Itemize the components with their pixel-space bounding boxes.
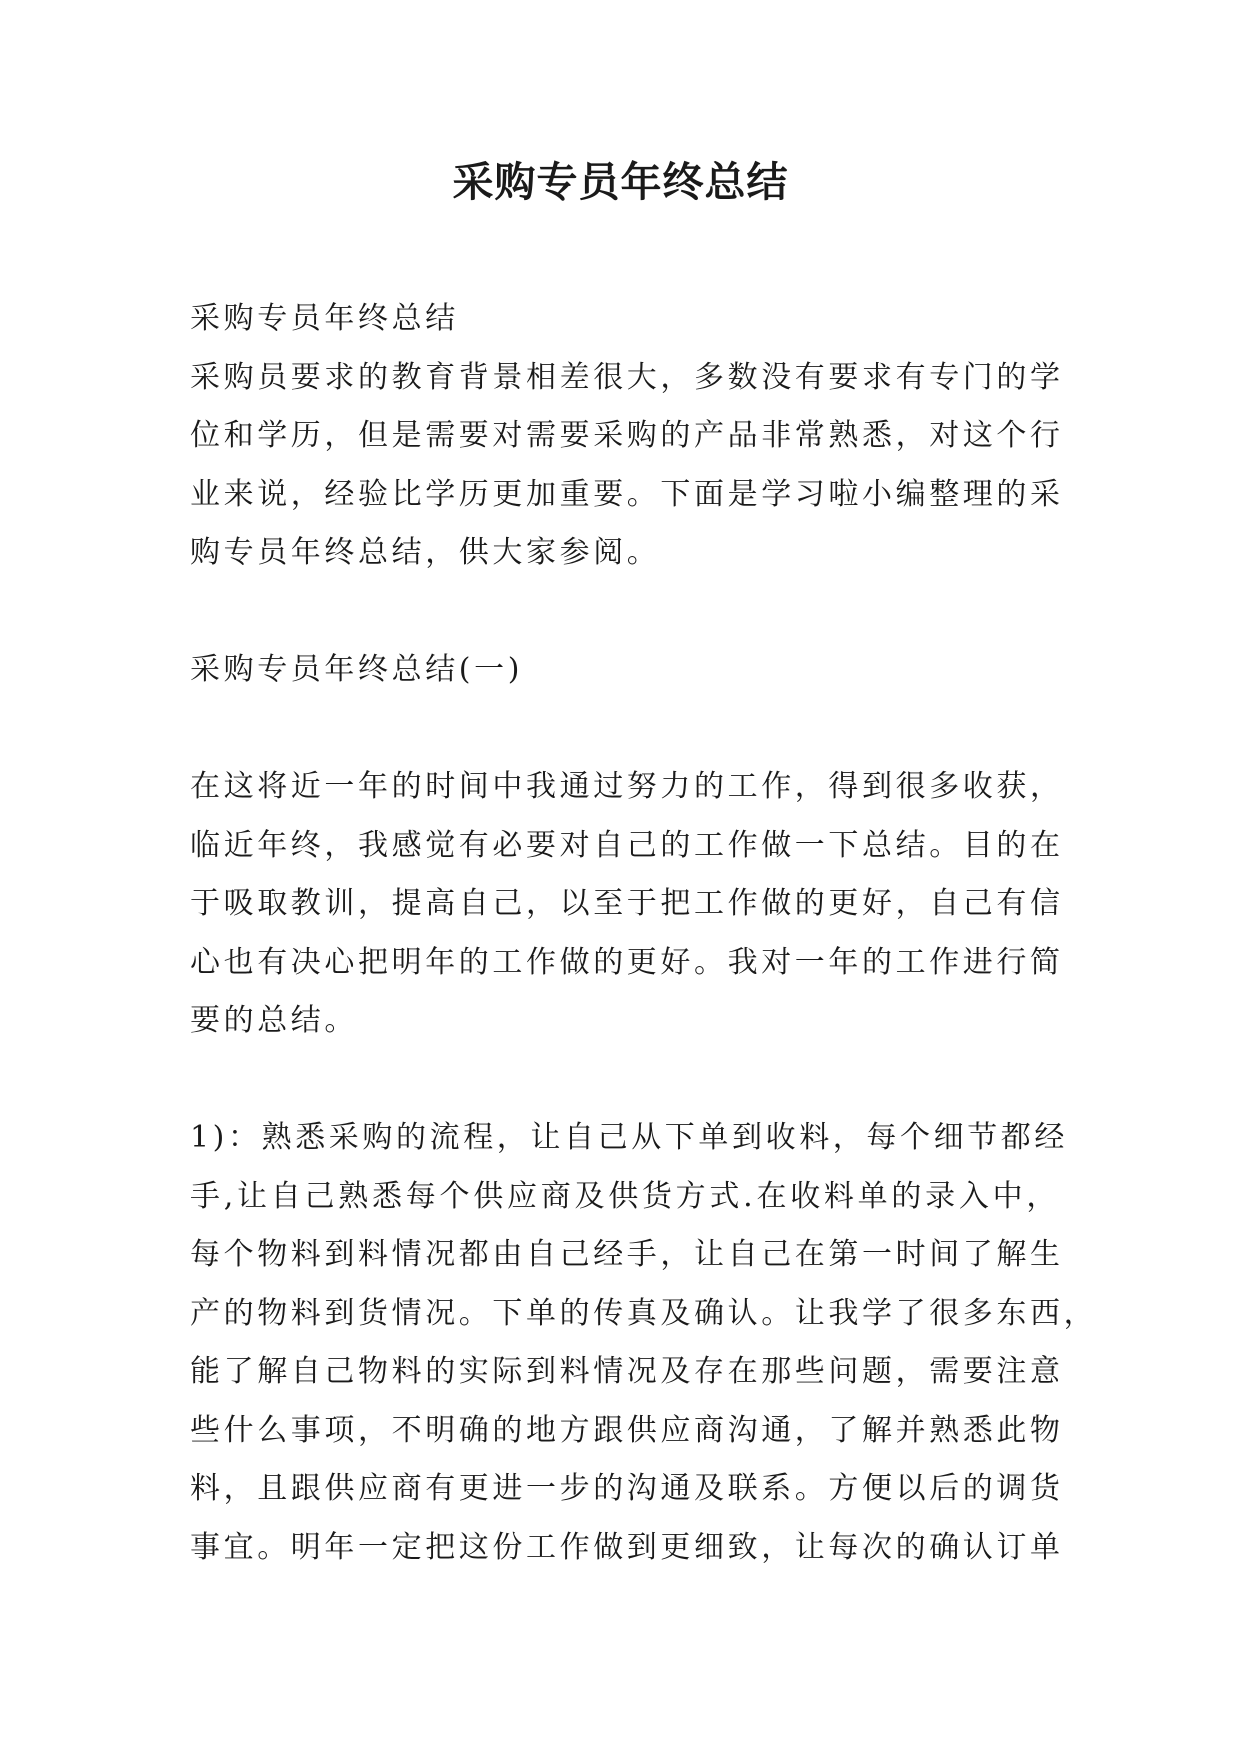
intro-paragraph xyxy=(190,349,1064,583)
paragraph-line: 产的物料到货情况。下单的传真及确认。让我学了很多东西， xyxy=(190,1295,1098,1331)
paragraph-1 xyxy=(190,758,1064,1051)
paragraph-line: 要的总结。 xyxy=(190,1003,358,1038)
spacer xyxy=(190,583,1060,642)
paragraph-line: 于吸取教训，提高自己，以至于把工作做的更好，自己有信 xyxy=(190,886,1064,921)
paragraph-line: 位和学历，但是需要对需要采购的产品非常熟悉，对这个行 xyxy=(190,418,1064,453)
paragraph-line: 些什么事项，不明确的地方跟供应商沟通，了解并熟悉此物 xyxy=(190,1412,1064,1448)
document-title: 采购专员年终总结 xyxy=(452,158,789,206)
spacer xyxy=(190,700,1060,759)
section-heading: 采购专员年终总结(一) xyxy=(190,652,524,687)
paragraph-line: 在这将近一年的时间中我通过努力的工作，得到很多收获， xyxy=(190,769,1064,804)
paragraph-line: 每个物料到料情况都由自己经手，让自己在第一时间了解生 xyxy=(190,1237,1064,1272)
paragraph-line: 手,让自己熟悉每个供应商及供货方式.在收料单的录入中， xyxy=(190,1178,1060,1214)
paragraph-2 xyxy=(190,1109,1098,1577)
paragraph-line: 采购员要求的教育背景相差很大，多数没有要求有专门的学 xyxy=(190,359,1064,395)
paragraph-line: 事宜。明年一定把这份工作做到更细致，让每次的确认订单 xyxy=(190,1529,1064,1565)
paragraph-line: 料，且跟供应商有更进一步的沟通及联系。方便以后的调货 xyxy=(190,1471,1064,1506)
spacer xyxy=(190,1051,1060,1110)
paragraph-line: 购专员年终总结，供大家参阅。 xyxy=(190,535,661,570)
paragraph-line: 业来说，经验比学历更加重要。下面是学习啦小编整理的采 xyxy=(190,476,1064,512)
paragraph-line: 能了解自己物料的实际到料情况及存在那些问题，需要注意 xyxy=(190,1354,1064,1389)
subtitle: 采购专员年终总结 xyxy=(190,301,459,336)
paragraph-line: 心也有决心把明年的工作做的更好。我对一年的工作进行简 xyxy=(190,944,1064,980)
paragraph-line: 1)：熟悉采购的流程，让自己从下单到收料，每个细节都经 xyxy=(190,1120,1068,1155)
document-body xyxy=(190,290,1098,1577)
paragraph-line: 临近年终，我感觉有必要对自己的工作做一下总结。目的在 xyxy=(190,827,1064,863)
